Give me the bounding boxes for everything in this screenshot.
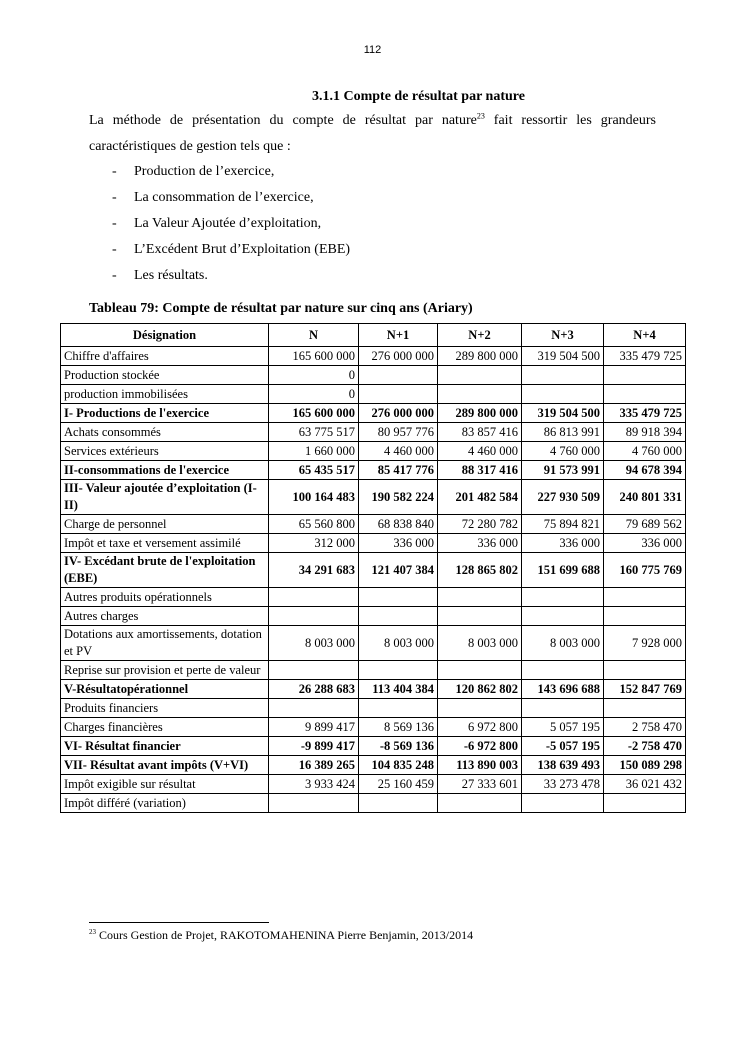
table-row [61, 588, 686, 607]
row-value: 63 775 517 [269, 423, 359, 442]
bullet-item [112, 263, 350, 289]
table-row [61, 480, 686, 515]
header-n: N [269, 324, 359, 347]
row-value [604, 366, 686, 385]
bullet-marker: - [112, 242, 117, 257]
row-label: I- Productions de l'exercice [61, 404, 269, 423]
row-value [269, 699, 359, 718]
table-row [61, 366, 686, 385]
row-value: 33 273 478 [522, 775, 604, 794]
row-value [604, 588, 686, 607]
row-value: 128 865 802 [438, 553, 522, 588]
header-n3: N+3 [522, 324, 604, 347]
row-value: 27 333 601 [438, 775, 522, 794]
row-value: 336 000 [438, 534, 522, 553]
row-value [269, 794, 359, 813]
row-value [359, 794, 438, 813]
row-value: 0 [269, 385, 359, 404]
header-n1: N+1 [359, 324, 438, 347]
intro-text-before: La méthode de présentation du compte de résultat par nature [89, 113, 477, 128]
row-value: 8 003 000 [269, 626, 359, 661]
row-value: 5 057 195 [522, 718, 604, 737]
row-value: 1 660 000 [269, 442, 359, 461]
row-value [522, 385, 604, 404]
row-value: 25 160 459 [359, 775, 438, 794]
table-row [61, 607, 686, 626]
row-value [522, 661, 604, 680]
table-row [61, 404, 686, 423]
bullet-text: La Valeur Ajoutée d’exploitation, [134, 216, 322, 231]
footnote-divider [89, 922, 269, 923]
row-value: 312 000 [269, 534, 359, 553]
row-value: 227 930 509 [522, 480, 604, 515]
table-row [61, 461, 686, 480]
row-value [359, 661, 438, 680]
row-label: VII- Résultat avant impôts (V+VI) [61, 756, 269, 775]
page-number: 112 [363, 44, 382, 56]
row-value: 6 972 800 [438, 718, 522, 737]
row-label: Charge de personnel [61, 515, 269, 534]
row-value: 336 000 [359, 534, 438, 553]
row-value: 289 800 000 [438, 404, 522, 423]
row-value: 201 482 584 [438, 480, 522, 515]
table-row [61, 423, 686, 442]
row-value: 336 000 [604, 534, 686, 553]
table-row [61, 661, 686, 680]
row-value: 104 835 248 [359, 756, 438, 775]
row-value: 16 389 265 [269, 756, 359, 775]
bullet-text: La consommation de l’exercice, [134, 190, 314, 205]
bullet-item [112, 211, 350, 237]
footnote-reference[interactable]: 23 [476, 111, 485, 121]
bullet-item [112, 185, 350, 211]
row-value [438, 607, 522, 626]
table-row [61, 775, 686, 794]
row-value: 75 894 821 [522, 515, 604, 534]
bullet-marker: - [112, 190, 117, 205]
row-label: Impôt exigible sur résultat [61, 775, 269, 794]
row-value: 89 918 394 [604, 423, 686, 442]
row-value: 65 435 517 [269, 461, 359, 480]
header-designation: Désignation [61, 324, 269, 347]
row-label: Services extérieurs [61, 442, 269, 461]
row-value: 289 800 000 [438, 347, 522, 366]
footnote [89, 928, 473, 943]
header-n2: N+2 [438, 324, 522, 347]
row-value: -2 758 470 [604, 737, 686, 756]
row-value: 26 288 683 [269, 680, 359, 699]
row-label: Impôt et taxe et versement assimilé [61, 534, 269, 553]
table-caption: Tableau 79: Compte de résultat par nature sur cinq ans (Ariary) [89, 301, 473, 316]
row-value: 276 000 000 [359, 404, 438, 423]
row-value: 91 573 991 [522, 461, 604, 480]
row-value: 152 847 769 [604, 680, 686, 699]
row-value [438, 366, 522, 385]
row-value [269, 607, 359, 626]
row-label: Reprise sur provision et perte de valeur [61, 661, 269, 680]
row-value: 79 689 562 [604, 515, 686, 534]
row-label: production immobilisées [61, 385, 269, 404]
bullet-marker: - [112, 164, 117, 179]
row-value [604, 385, 686, 404]
row-value: 165 600 000 [269, 347, 359, 366]
header-n4: N+4 [604, 324, 686, 347]
row-value [522, 699, 604, 718]
bullet-item [112, 159, 350, 185]
row-value: 72 280 782 [438, 515, 522, 534]
table-row [61, 626, 686, 661]
row-value [269, 661, 359, 680]
row-value [522, 794, 604, 813]
row-value: 88 317 416 [438, 461, 522, 480]
table-row [61, 718, 686, 737]
row-value: 8 003 000 [359, 626, 438, 661]
row-value: 113 404 384 [359, 680, 438, 699]
bullet-list [112, 159, 350, 289]
table-body [61, 347, 686, 813]
row-label: IV- Excédant brute de l'exploitation (EBE) [61, 553, 269, 588]
row-label: Produits financiers [61, 699, 269, 718]
row-value: -8 569 136 [359, 737, 438, 756]
row-value [604, 794, 686, 813]
row-label: II-consommations de l'exercice [61, 461, 269, 480]
bullet-text: Production de l’exercice, [134, 164, 275, 179]
table-row [61, 553, 686, 588]
row-value: -5 057 195 [522, 737, 604, 756]
row-label: Achats consommés [61, 423, 269, 442]
bullet-marker: - [112, 216, 117, 231]
row-value: 335 479 725 [604, 347, 686, 366]
bullet-marker: - [112, 268, 117, 283]
row-value: 190 582 224 [359, 480, 438, 515]
row-value: 80 957 776 [359, 423, 438, 442]
row-value [522, 366, 604, 385]
row-value: 83 857 416 [438, 423, 522, 442]
row-value [359, 699, 438, 718]
row-label: V-Résultatopérationnel [61, 680, 269, 699]
row-value: 121 407 384 [359, 553, 438, 588]
row-value: 160 775 769 [604, 553, 686, 588]
row-value: 336 000 [522, 534, 604, 553]
table-row [61, 515, 686, 534]
row-value: 4 760 000 [522, 442, 604, 461]
row-label: Impôt différé (variation) [61, 794, 269, 813]
row-label: Autres produits opérationnels [61, 588, 269, 607]
row-value: 85 417 776 [359, 461, 438, 480]
income-statement-table [60, 323, 686, 813]
row-label: III- Valeur ajoutée d’exploitation (I-II) [61, 480, 269, 515]
footnote-text: Cours Gestion de Projet, RAKOTOMAHENINA Pierre Benjamin, 2013/2014 [96, 928, 474, 942]
row-value [359, 385, 438, 404]
table-row [61, 794, 686, 813]
row-value: 319 504 500 [522, 404, 604, 423]
row-value: 4 760 000 [604, 442, 686, 461]
row-value: -6 972 800 [438, 737, 522, 756]
row-value: 0 [269, 366, 359, 385]
row-value: 36 021 432 [604, 775, 686, 794]
table-row [61, 737, 686, 756]
bullet-item [112, 237, 350, 263]
row-value: 319 504 500 [522, 347, 604, 366]
row-value: 8 003 000 [522, 626, 604, 661]
table-row [61, 699, 686, 718]
table-row [61, 534, 686, 553]
row-value: 165 600 000 [269, 404, 359, 423]
table-row [61, 680, 686, 699]
table-header-row [61, 324, 686, 347]
row-label: Dotations aux amortissements, dotation et PV [61, 626, 269, 661]
intro-paragraph-line2: caractéristiques de gestion tels que : [89, 139, 291, 154]
bullet-text: L’Excédent Brut d’Exploitation (EBE) [134, 242, 351, 257]
intro-text-after: fait ressortir les grandeurs [484, 113, 656, 128]
row-value: 86 813 991 [522, 423, 604, 442]
row-value: 335 479 725 [604, 404, 686, 423]
intro-paragraph-line1 [89, 108, 656, 134]
row-value: 4 460 000 [359, 442, 438, 461]
row-value: 8 003 000 [438, 626, 522, 661]
row-value: 138 639 493 [522, 756, 604, 775]
row-value: 151 699 688 [522, 553, 604, 588]
table-row [61, 756, 686, 775]
row-value: 120 862 802 [438, 680, 522, 699]
row-value [522, 607, 604, 626]
row-value: 150 089 298 [604, 756, 686, 775]
row-value: 94 678 394 [604, 461, 686, 480]
row-label: Chiffre d'affaires [61, 347, 269, 366]
row-value [438, 699, 522, 718]
row-label: VI- Résultat financier [61, 737, 269, 756]
row-value [269, 588, 359, 607]
row-value: 7 928 000 [604, 626, 686, 661]
row-value [438, 588, 522, 607]
row-value: 2 758 470 [604, 718, 686, 737]
row-value [438, 661, 522, 680]
row-value [522, 588, 604, 607]
row-value: 240 801 331 [604, 480, 686, 515]
row-value: 9 899 417 [269, 718, 359, 737]
row-label: Production stockée [61, 366, 269, 385]
footnote-number: 23 [89, 928, 96, 936]
table-row [61, 442, 686, 461]
row-value: 4 460 000 [438, 442, 522, 461]
row-value: 68 838 840 [359, 515, 438, 534]
row-value: 34 291 683 [269, 553, 359, 588]
row-value: 276 000 000 [359, 347, 438, 366]
row-value: 8 569 136 [359, 718, 438, 737]
row-value: 100 164 483 [269, 480, 359, 515]
row-value: 143 696 688 [522, 680, 604, 699]
row-value [604, 699, 686, 718]
bullet-text: Les résultats. [134, 268, 208, 283]
row-value: -9 899 417 [269, 737, 359, 756]
row-value [604, 607, 686, 626]
section-title: 3.1.1 Compte de résultat par nature [312, 89, 525, 104]
row-value: 65 560 800 [269, 515, 359, 534]
row-value [359, 607, 438, 626]
row-value [359, 588, 438, 607]
table-row [61, 347, 686, 366]
row-value [604, 661, 686, 680]
row-value [359, 366, 438, 385]
row-value [438, 794, 522, 813]
row-value: 3 933 424 [269, 775, 359, 794]
row-label: Charges financières [61, 718, 269, 737]
table-row [61, 385, 686, 404]
row-value [438, 385, 522, 404]
row-label: Autres charges [61, 607, 269, 626]
row-value: 113 890 003 [438, 756, 522, 775]
